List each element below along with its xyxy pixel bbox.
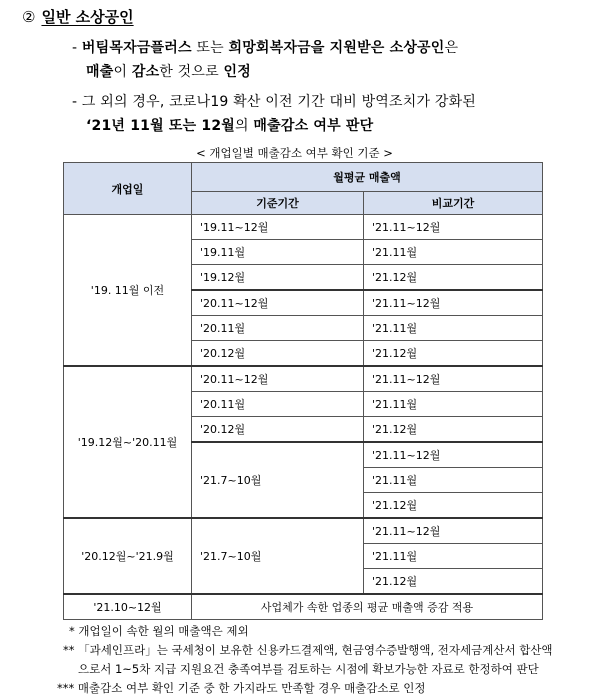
criteria-table — [63, 162, 543, 620]
bullet-dash: - — [72, 40, 78, 56]
base-cell: '20.11월 — [192, 392, 364, 417]
text-bold: 희망회복자금을 지원받은 소상공인 — [228, 40, 445, 56]
text: 은 — [444, 40, 459, 56]
bullet-2-line-1 — [72, 91, 476, 111]
compare-cell: '21.12월 — [364, 265, 543, 291]
compare-cell: '21.12월 — [364, 417, 543, 443]
base-cell: '20.11~12월 — [192, 290, 364, 316]
compare-cell: '21.12월 — [364, 341, 543, 367]
text: 한 것으로 — [159, 64, 219, 80]
header-compare-period: 비교기간 — [364, 192, 543, 215]
bullet-2-line-2 — [86, 115, 373, 135]
note-2-line-1 — [63, 642, 553, 658]
base-cell: '20.12월 — [192, 341, 364, 367]
compare-cell: '21.11월 — [364, 468, 543, 493]
table-row — [64, 594, 543, 620]
note-text: 「과세인프라」는 국세청이 보유한 신용카드결제액, 현금영수증발행액, 전자세금계산서 합산액 — [78, 643, 553, 657]
open-date-cell: '19. 11월 이전 — [64, 215, 192, 367]
table-row — [64, 215, 543, 240]
base-cell: '20.11월 — [192, 316, 364, 341]
note-mark: ** — [63, 643, 75, 657]
text: 그 외의 경우, 코로나19 확산 이전 기간 대비 방역조치가 강화된 — [81, 94, 477, 110]
header-base-period: 기준기간 — [192, 192, 364, 215]
open-date-cell: '21.10~12월 — [64, 594, 192, 620]
text-bold: ‘21년 11월 또는 12월 — [86, 118, 236, 134]
text-bold: 감소 — [131, 64, 160, 80]
base-cell: '21.7~10월 — [192, 518, 364, 594]
open-date-cell: '19.12월~'20.11월 — [64, 366, 192, 518]
text-bold: 매출 — [86, 64, 114, 80]
section-title — [22, 6, 134, 27]
compare-cell: '21.11월 — [364, 316, 543, 341]
bullet-dash: - — [72, 94, 78, 110]
text-bold: 매출감소 여부 판단 — [253, 118, 374, 134]
compare-cell: '21.11~12월 — [364, 215, 543, 240]
base-cell: '19.11~12월 — [192, 215, 364, 240]
note-1 — [69, 623, 249, 639]
header-open-date: 개업일 — [64, 163, 192, 215]
base-cell: '19.12월 — [192, 265, 364, 291]
text-bold: 인정 — [223, 64, 251, 80]
table-row — [64, 518, 543, 544]
text: 의 — [235, 118, 249, 134]
header-avg-sales: 월평균 매출액 — [192, 163, 543, 192]
table-row — [64, 366, 543, 392]
bullet-1-line-1 — [72, 37, 458, 57]
text: 이 — [113, 64, 128, 80]
base-cell: '20.11~12월 — [192, 366, 364, 392]
open-date-cell: '20.12월~'21.9월 — [64, 518, 192, 594]
compare-cell: '21.12월 — [364, 569, 543, 595]
compare-cell: '21.11월 — [364, 544, 543, 569]
bullet-1-line-2 — [86, 61, 251, 81]
table-caption: < 개업일별 매출감소 여부 확인 기준 > — [196, 146, 393, 160]
text: 또는 — [196, 40, 224, 56]
note-3 — [57, 680, 426, 696]
note-mark: * — [69, 624, 75, 638]
note-text: 매출감소 여부 확인 기준 중 한 가지라도 만족할 경우 매출감소로 인정 — [77, 681, 426, 695]
compare-cell: '21.11월 — [364, 240, 543, 265]
compare-cell: '21.11~12월 — [364, 518, 543, 544]
section-number: ② — [22, 8, 36, 26]
industry-average-cell: 사업체가 속한 업종의 평균 매출액 증감 적용 — [192, 594, 543, 620]
section-title-text: 일반 소상공인 — [41, 8, 134, 26]
compare-cell: '21.12월 — [364, 493, 543, 519]
text-bold: 버팀목자금플러스 — [81, 40, 192, 56]
compare-cell: '21.11~12월 — [364, 290, 543, 316]
compare-cell: '21.11월 — [364, 392, 543, 417]
compare-cell: '21.11~12월 — [364, 442, 543, 468]
base-cell: '19.11월 — [192, 240, 364, 265]
note-mark: *** — [57, 681, 75, 695]
note-2-line-2: 으로서 1~5차 지급 지원요건 충족여부를 검토하는 시점에 확보가능한 자료로 한정하여 판단 — [78, 662, 539, 676]
note-text: 개업일이 속한 월의 매출액은 제외 — [78, 624, 249, 638]
compare-cell: '21.11~12월 — [364, 366, 543, 392]
base-cell: '21.7~10월 — [192, 442, 364, 518]
base-cell: '20.12월 — [192, 417, 364, 443]
